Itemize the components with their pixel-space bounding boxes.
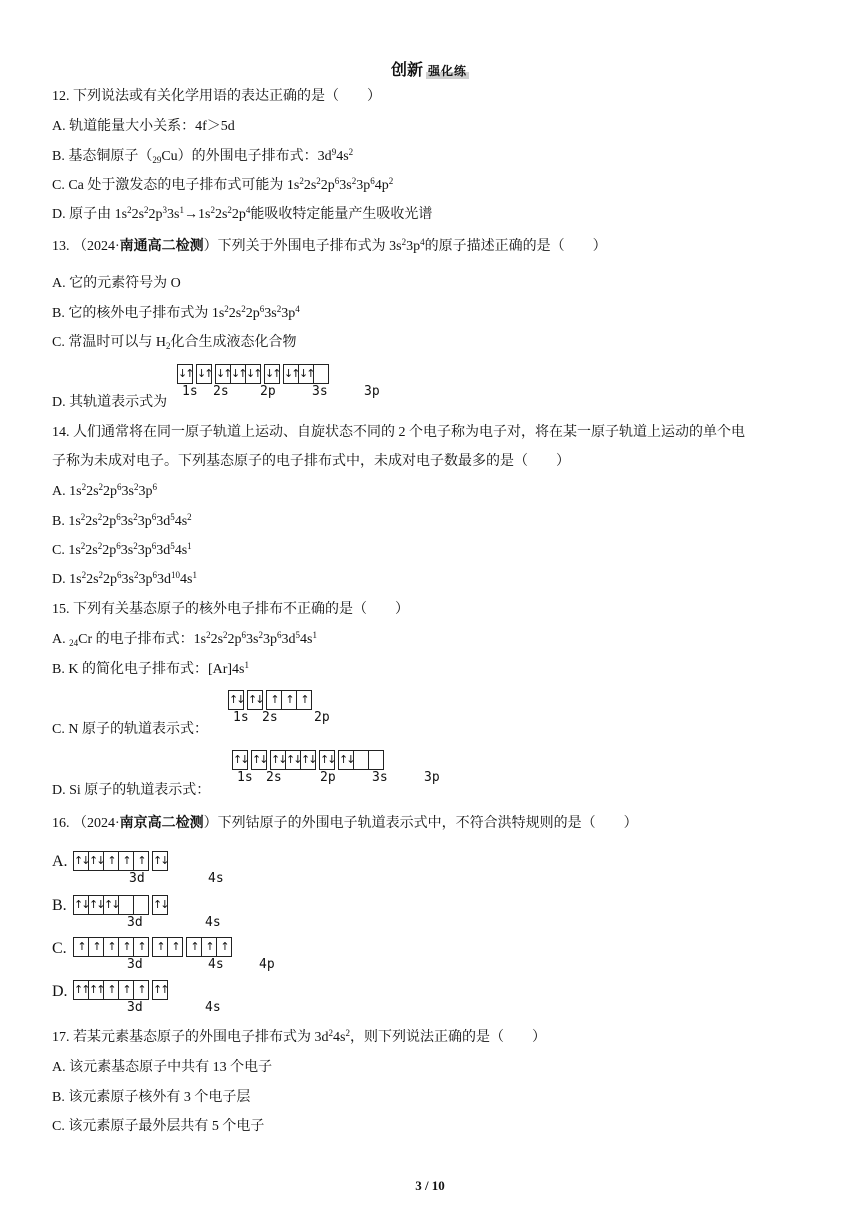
orbital-group: [232, 750, 248, 770]
orbital-box: ↑: [104, 938, 119, 956]
orbital-boxes: [73, 895, 171, 915]
q14-option-b: [52, 513, 192, 531]
config-electron-count: 2: [97, 541, 103, 551]
config-orbital: 3d: [156, 543, 171, 558]
q15-d-orbital-diagram: [232, 750, 440, 786]
q13-b-config: [212, 306, 300, 321]
config-orbital: 4p: [374, 178, 389, 193]
config-orbital: 4s: [299, 632, 313, 647]
orbital-box: [119, 896, 134, 914]
orbital-label: 2p: [314, 710, 330, 725]
config-electron-count: 2: [299, 176, 304, 186]
q13-c-sub: 2: [165, 341, 171, 351]
q16-post: ）下列钴原子的外围电子轨道表示式中，不符合洪特规则的是（ ）: [203, 816, 638, 831]
config-orbital: 4s: [179, 572, 193, 587]
q16-a-orbital-diagram: [73, 851, 224, 887]
q14-c-label: C.: [52, 543, 69, 558]
q15-c-orbital-diagram: [228, 690, 330, 726]
orbital-labels: [228, 710, 330, 726]
config-electron-count: 2: [187, 512, 192, 522]
q17-stem: [52, 1029, 546, 1047]
orbital-box: ↑↑: [74, 981, 89, 999]
q13-option-c: [52, 334, 296, 352]
orbital-group: [73, 895, 149, 915]
orbital-label: 3p: [364, 384, 380, 399]
q13-s2: 4: [420, 237, 425, 247]
config-electron-count: 2: [351, 176, 357, 186]
config-orbital: 3s: [339, 178, 352, 193]
config-orbital: 2p: [102, 543, 117, 558]
config-electron-count: 5: [295, 630, 300, 640]
q13-b-pre: B. 它的核外电子排布式为: [52, 306, 212, 321]
config-electron-count: 6: [259, 304, 265, 314]
q15-b-sup: 1: [244, 660, 249, 670]
q14-option-c: [52, 542, 192, 560]
config-orbital: 2s: [131, 207, 145, 222]
orbital-box: ↑↓: [89, 852, 104, 870]
q12-b-m2: 4s: [336, 149, 349, 164]
q15-b-pre: B. K 的简化电子排布式：[Ar]4s: [52, 662, 245, 677]
config-orbital: 1s: [286, 178, 300, 193]
config-orbital: 3p: [356, 178, 371, 193]
orbital-group: [215, 364, 261, 384]
orbital-box: ↑: [119, 852, 134, 870]
config-electron-count: 2: [80, 541, 86, 551]
section-header-main: 创新: [390, 60, 423, 79]
q17-option-a: A. 该元素基态原子中共有 13 个电子: [52, 1060, 273, 1075]
q13-c-pre: C. 常温时可以与 H: [52, 335, 166, 350]
config-electron-count: 2: [206, 630, 211, 640]
orbital-group: [186, 937, 232, 957]
orbital-box: ↑↑: [89, 981, 104, 999]
config-orbital: 2s: [85, 543, 98, 558]
config-orbital: 3p: [137, 514, 152, 529]
config-electron-count: 2: [224, 304, 229, 314]
q13-option-a: A. 它的元素符号为 O: [52, 276, 181, 291]
orbital-labels: [73, 871, 224, 887]
q17-s1: 2: [328, 1028, 333, 1038]
orbital-label: 3s: [312, 384, 328, 399]
orbital-labels: [73, 915, 221, 931]
config-electron-count: 2: [144, 205, 149, 215]
config-orbital: 2s: [228, 306, 242, 321]
orbital-box: ↑↑: [153, 983, 168, 996]
q12-d-pre: D. 原子由: [52, 207, 115, 222]
orbital-box: ↑: [104, 852, 119, 870]
q12-d-to: [198, 207, 250, 222]
orbital-box: ↑: [119, 938, 134, 956]
q16-c-letter: C.: [52, 940, 67, 957]
q12-d-arrow: →: [183, 207, 198, 222]
q13-source: 南通高二检测: [119, 239, 204, 254]
orbital-label: 4p: [259, 957, 275, 972]
orbital-box: ↑↓: [248, 693, 263, 706]
orbital-label: 4s: [205, 1000, 221, 1015]
config-electron-count: 6: [151, 541, 157, 551]
orbital-group: [266, 690, 312, 710]
orbital-box: ↑: [119, 981, 134, 999]
q15-option-d: D. Si 原子的轨道表示式：: [52, 783, 211, 798]
page-number: 3 / 10: [415, 1178, 445, 1193]
q13-c-post: 化合生成液态化合物: [170, 335, 297, 350]
config-electron-count: 1: [187, 541, 192, 551]
config-orbital: 1s: [68, 543, 81, 558]
q14-stem-line2: 子称为未成对电子。下列基态原子的电子排布式中，未成对电子数最多的是（ ）: [52, 454, 570, 469]
q13-stem: [52, 238, 607, 256]
orbital-label: 4s: [208, 957, 224, 972]
orbital-box: ↑↓: [104, 896, 119, 914]
orbital-label: 2s: [266, 770, 282, 785]
orbital-group: [264, 364, 280, 384]
orbital-box: ↑↓: [271, 751, 286, 769]
orbital-label: 3d: [127, 957, 143, 972]
config-electron-count: 6: [116, 541, 121, 551]
q12-c-config: [287, 178, 393, 193]
orbital-box: ↑↓: [320, 753, 335, 766]
orbital-box: ↑: [89, 938, 104, 956]
orbital-group: [247, 690, 263, 710]
orbital-box: ↓↑: [178, 367, 193, 380]
q13-post: 的原子描述正确的是（ ）: [424, 239, 607, 254]
orbital-box: ↑↓: [89, 896, 104, 914]
config-electron-count: 2: [276, 304, 282, 314]
config-orbital: 1s: [69, 484, 82, 499]
orbital-label: 3p: [424, 770, 440, 785]
config-orbital: 2s: [86, 572, 99, 587]
q15-a-mid: Cr 的电子排布式：: [78, 632, 194, 647]
orbital-label: 3d: [127, 1000, 143, 1015]
orbital-group: [196, 364, 212, 384]
q12-b-pre: B. 基态铜原子（: [52, 149, 153, 164]
q13-s1: 2: [401, 237, 407, 247]
config-electron-count: 6: [370, 176, 375, 186]
config-orbital: 3p: [137, 543, 152, 558]
config-orbital: 2p: [148, 207, 163, 222]
orbital-box: ↑: [220, 940, 228, 953]
config-electron-count: 2: [316, 176, 321, 186]
q14-option-a: [52, 483, 157, 501]
orbital-boxes: [177, 364, 332, 384]
q14-d-label: D.: [52, 572, 70, 587]
orbital-group: [338, 750, 384, 770]
config-electron-count: 2: [223, 630, 228, 640]
q17-pre: 17. 若某元素基态原子的外围电子排布式为 3d: [52, 1030, 329, 1045]
orbital-box: ↓↑: [284, 365, 299, 383]
orbital-label: 4s: [205, 915, 221, 930]
config-orbital: 2s: [86, 484, 99, 499]
orbital-labels: [177, 384, 380, 400]
config-orbital: 3s: [264, 306, 277, 321]
config-orbital: 1s: [114, 207, 128, 222]
orbital-label: 3s: [372, 770, 388, 785]
q16-b-orbital-diagram: [73, 895, 221, 931]
q16-stem: [52, 815, 638, 833]
q16-source: 南京高二检测: [119, 816, 204, 831]
q12-b-sub: 29: [152, 155, 162, 165]
config-orbital: 3p: [138, 572, 153, 587]
config-electron-count: 5: [170, 512, 175, 522]
q12-b-s1: 9: [331, 147, 337, 157]
orbital-group: [251, 750, 267, 770]
config-orbital: 2p: [231, 207, 246, 222]
config-orbital: 2s: [210, 632, 224, 647]
config-electron-count: 2: [133, 512, 138, 522]
config-electron-count: 2: [98, 482, 104, 492]
orbital-group: [152, 937, 183, 957]
orbital-labels: [73, 957, 275, 973]
orbital-box: ↓↑: [246, 367, 261, 380]
orbital-box: ↓↑: [231, 365, 246, 383]
config-orbital: 3p: [262, 632, 277, 647]
orbital-group: [152, 851, 168, 871]
orbital-label: 2p: [320, 770, 336, 785]
config-electron-count: 6: [152, 482, 157, 492]
config-electron-count: 2: [210, 205, 215, 215]
q17-post: ，则下列说法正确的是（ ）: [349, 1030, 546, 1045]
orbital-label: 1s: [233, 710, 249, 725]
q13-m2: 3p: [406, 239, 421, 254]
q12-d-from: [115, 207, 184, 222]
orbital-label: 4s: [208, 871, 224, 886]
q13-pre: 13. （2024·: [52, 239, 120, 254]
q12-option-b: [52, 148, 353, 166]
config-orbital: 3s: [246, 632, 259, 647]
config-electron-count: 1: [312, 630, 317, 640]
orbital-boxes: [232, 750, 387, 770]
config-orbital: 1s: [69, 572, 82, 587]
config-electron-count: 2: [133, 482, 139, 492]
config-electron-count: 6: [117, 570, 122, 580]
orbital-group: [152, 895, 168, 915]
orbital-label: 2s: [213, 384, 229, 399]
config-orbital: 1s: [193, 632, 207, 647]
orbital-group: [73, 937, 149, 957]
orbital-box: [134, 896, 148, 914]
config-orbital: 2s: [303, 178, 317, 193]
orbital-boxes: [73, 937, 235, 957]
config-electron-count: 2: [241, 304, 246, 314]
orbital-box: ↑↓: [74, 896, 89, 914]
config-electron-count: 6: [116, 512, 121, 522]
orbital-box: ↑: [171, 940, 179, 953]
config-electron-count: 6: [152, 570, 157, 580]
orbital-label: 1s: [182, 384, 198, 399]
q15-option-a: [52, 631, 317, 649]
config-electron-count: 2: [388, 176, 394, 186]
q17-option-b: B. 该元素原子核外有 3 个电子层: [52, 1090, 251, 1105]
q15-option-b: [52, 661, 249, 679]
orbital-group: [270, 750, 316, 770]
config-electron-count: 5: [170, 541, 175, 551]
q12-option-a: A. 轨道能量大小关系：4f＞5d: [52, 119, 235, 134]
config-electron-count: 6: [151, 512, 157, 522]
q16-d-letter: D.: [52, 983, 68, 1000]
q17-s2: 2: [345, 1028, 350, 1038]
q14-c-config: [68, 543, 191, 558]
q16-pre: 16. （2024·: [52, 816, 120, 831]
orbital-box: [314, 365, 328, 383]
q12-b-s2: 2: [348, 147, 354, 157]
section-header-sub: 强化练: [428, 64, 468, 78]
config-orbital: 1s: [197, 207, 211, 222]
orbital-box: ↑↓: [233, 753, 248, 766]
config-orbital: 3p: [138, 484, 153, 499]
config-orbital: 3s: [120, 543, 134, 558]
config-electron-count: 2: [97, 512, 103, 522]
config-electron-count: 2: [80, 512, 86, 522]
config-electron-count: 6: [241, 630, 247, 640]
config-orbital: 2p: [245, 306, 260, 321]
orbital-box: ↓↑: [216, 365, 231, 383]
config-orbital: 1s: [211, 306, 225, 321]
config-orbital: 3d: [156, 572, 171, 587]
orbital-box: ↑↓: [301, 753, 316, 766]
orbital-boxes: [228, 690, 315, 710]
q13-option-b: [52, 305, 300, 323]
q15-option-c: C. N 原子的轨道表示式：: [52, 722, 208, 737]
orbital-group: [319, 750, 335, 770]
config-electron-count: 4: [245, 205, 251, 215]
q14-b-config: [68, 514, 191, 529]
orbital-label: 2s: [262, 710, 278, 725]
q12-option-d: [52, 206, 432, 224]
config-electron-count: 2: [133, 541, 138, 551]
orbital-box: ↑: [153, 938, 168, 956]
config-orbital: 3s: [120, 514, 134, 529]
config-orbital: 2p: [102, 514, 117, 529]
q14-d-config: [69, 572, 197, 587]
config-orbital: 3d: [281, 632, 296, 647]
q14-a-label: A.: [52, 484, 70, 499]
orbital-box: ↑↓: [74, 852, 89, 870]
config-electron-count: 1: [192, 570, 197, 580]
orbital-label: 2p: [260, 384, 276, 399]
q16-a-letter: A.: [52, 853, 68, 870]
q15-a-pre: A.: [52, 632, 70, 647]
config-orbital: 2p: [227, 632, 242, 647]
orbital-label: 1s: [237, 770, 253, 785]
section-header: [0, 57, 860, 80]
orbital-group: [73, 980, 149, 1000]
orbital-box: ↑: [74, 938, 89, 956]
orbital-group: [152, 980, 168, 1000]
config-orbital: 2s: [85, 514, 98, 529]
q12-stem: 12. 下列说法或有关化学用语的表达正确的是（ ）: [52, 89, 381, 104]
q17-option-c: C. 该元素原子最外层共有 5 个电子: [52, 1119, 265, 1134]
orbital-boxes: [73, 851, 171, 871]
orbital-group: [283, 364, 329, 384]
q16-c-orbital-diagram: [73, 937, 275, 973]
config-electron-count: 6: [117, 482, 122, 492]
q16-d-orbital-diagram: [73, 980, 221, 1016]
orbital-box: ↑: [202, 938, 217, 956]
config-orbital: 3s: [167, 207, 180, 222]
orbital-group: [177, 364, 193, 384]
orbital-labels: [73, 1000, 221, 1016]
q14-stem-line1: 14. 人们通常将在同一原子轨道上运动、自旋状态不同的 2 个电子称为电子对，将在某一原子轨道上运动的单个电: [52, 425, 745, 440]
config-orbital: 4s: [174, 543, 188, 558]
orbital-label: 3d: [127, 915, 143, 930]
q15-a-config: [194, 632, 317, 647]
config-orbital: 1s: [68, 514, 81, 529]
config-electron-count: 6: [334, 176, 340, 186]
q12-d-post: 能吸收特定能量产生吸收光谱: [250, 207, 433, 222]
q17-m2: 4s: [333, 1030, 346, 1045]
q12-b-mid: Cu）的外围电子排布式：3d: [161, 149, 332, 164]
config-orbital: 2s: [214, 207, 228, 222]
q14-a-config: [69, 484, 157, 499]
orbital-labels: [232, 770, 440, 786]
q15-a-sub: 24: [69, 638, 79, 648]
orbital-box: ↑: [137, 940, 145, 953]
orbital-box: [369, 751, 383, 769]
orbital-box: ↑: [187, 938, 202, 956]
config-electron-count: 4: [295, 304, 300, 314]
orbital-label: 3d: [129, 871, 145, 886]
config-orbital: 2p: [320, 178, 335, 193]
orbital-box: ↓↑: [299, 365, 314, 383]
config-electron-count: 10: [170, 570, 180, 580]
orbital-box: ↓↑: [265, 367, 280, 380]
config-electron-count: 3: [162, 205, 168, 215]
orbital-box: ↑↓: [153, 898, 168, 911]
orbital-box: ↑↓: [286, 751, 301, 769]
orbital-box: ↑: [267, 691, 282, 709]
config-electron-count: 2: [258, 630, 263, 640]
orbital-box: ↑↓: [153, 854, 168, 867]
orbital-group: [73, 851, 149, 871]
orbital-box: ↑↓: [229, 693, 244, 706]
orbital-box: ↑↓: [252, 753, 267, 766]
config-orbital: 4s: [174, 514, 188, 529]
orbital-box: ↑: [137, 983, 145, 996]
orbital-group: [228, 690, 244, 710]
orbital-boxes: [73, 980, 171, 1000]
q16-b-letter: B.: [52, 897, 67, 914]
config-electron-count: 2: [98, 570, 104, 580]
q14-option-d: [52, 571, 197, 589]
config-electron-count: 2: [81, 570, 87, 580]
q13-option-d: D. 其轨道表示式为: [52, 395, 168, 410]
config-electron-count: 2: [127, 205, 132, 215]
config-orbital: 3s: [121, 572, 134, 587]
config-orbital: 2p: [103, 572, 118, 587]
orbital-box: ↑: [300, 693, 308, 706]
config-electron-count: 2: [227, 205, 232, 215]
orbital-box: ↑: [137, 854, 145, 867]
config-orbital: 3d: [156, 514, 171, 529]
q13-d-orbital-diagram: [177, 364, 380, 400]
config-electron-count: 1: [179, 205, 184, 215]
q15-stem: 15. 下列有关基态原子的核外电子排布不正确的是（ ）: [52, 602, 409, 617]
config-orbital: 3p: [281, 306, 296, 321]
orbital-box: [354, 751, 369, 769]
orbital-box: ↓↑: [197, 367, 212, 380]
orbital-box: ↑: [104, 981, 119, 999]
orbital-box: ↑↓: [339, 751, 354, 769]
config-electron-count: 2: [81, 482, 87, 492]
q14-b-label: B.: [52, 514, 69, 529]
config-orbital: 3s: [121, 484, 134, 499]
config-electron-count: 6: [276, 630, 282, 640]
config-electron-count: 2: [133, 570, 139, 580]
q12-c-pre: C. Ca 处于激发态的电子排布式可能为: [52, 178, 287, 193]
q13-mid: ）下列关于外围电子排布式为 3s: [203, 239, 402, 254]
config-orbital: 2p: [103, 484, 118, 499]
orbital-box: ↑: [282, 691, 297, 709]
q12-option-c: [52, 177, 393, 195]
